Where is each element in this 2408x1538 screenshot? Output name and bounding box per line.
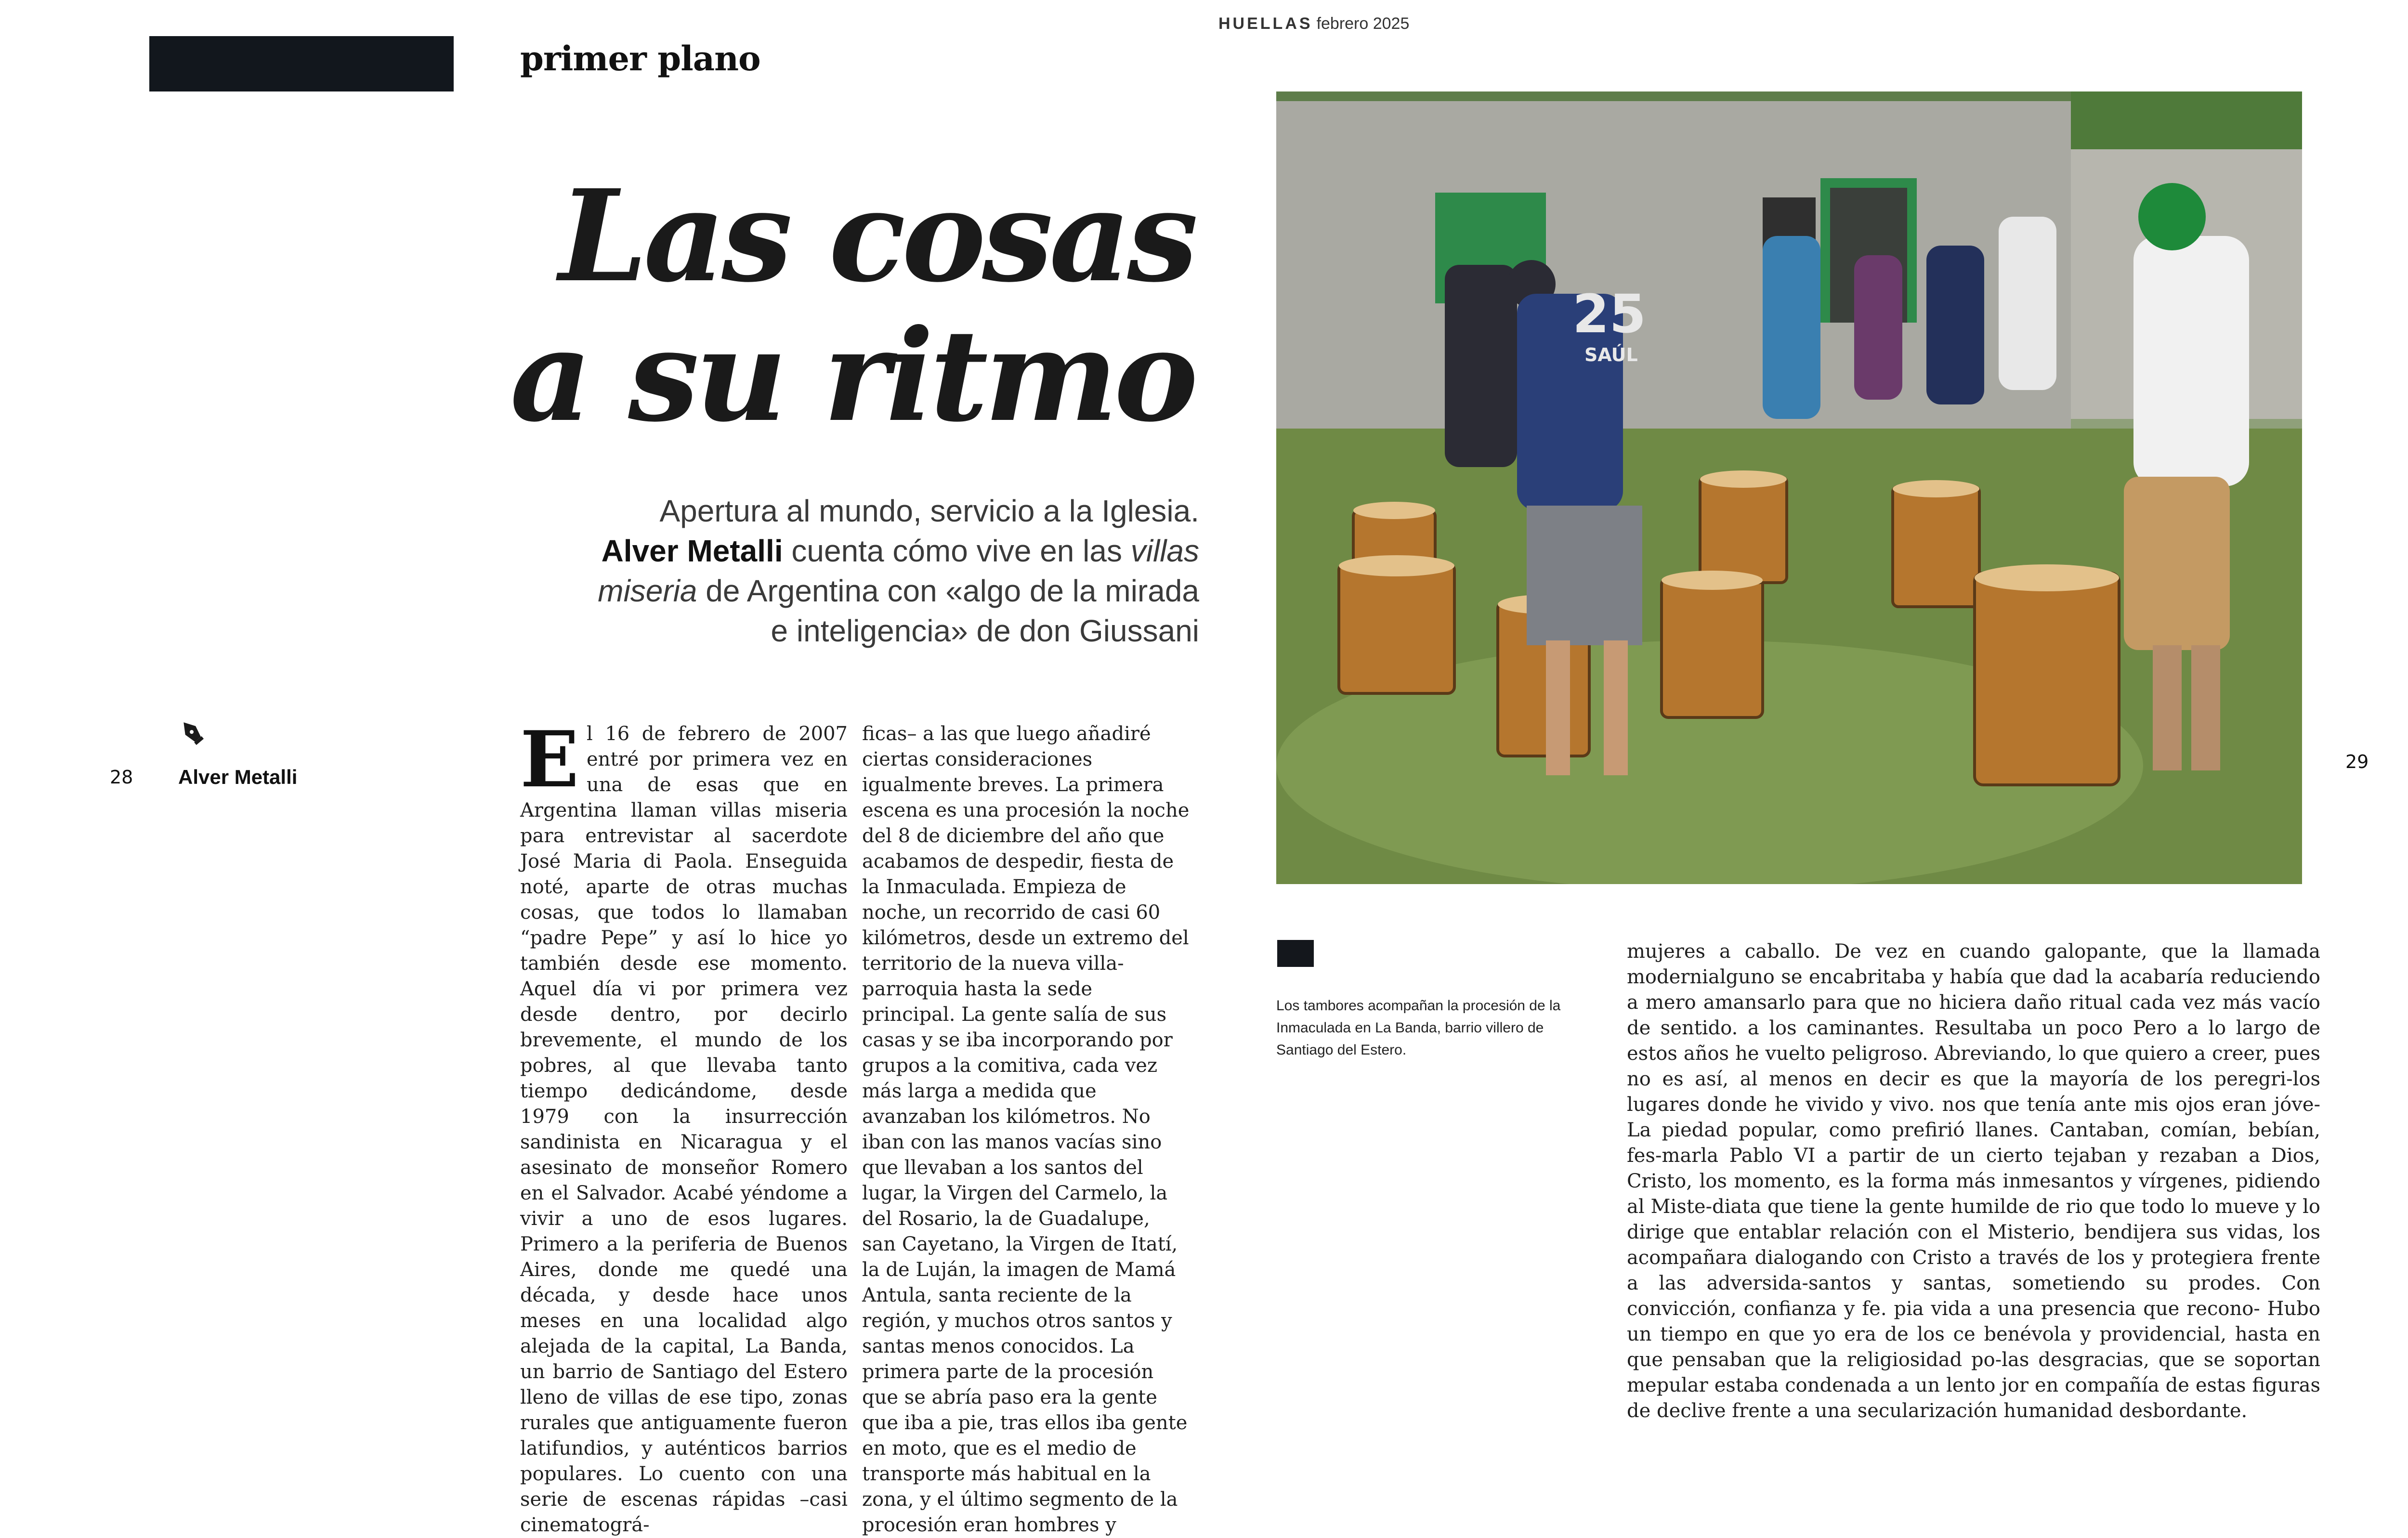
subtitle-italic: villas miseria — [598, 534, 1199, 608]
body-column-1 — [520, 714, 848, 1538]
subtitle-part-2: cuenta cómo vive en las — [783, 534, 1131, 568]
title-line-2: a su ritmo — [510, 301, 1194, 450]
title-line-1: Las cosas — [559, 162, 1194, 310]
jersey-name: SAÚL — [1584, 344, 1638, 365]
magazine-brand: HUELLAS — [1218, 14, 1313, 33]
body-column-3: mujeres a caballo. De vez en cuando galopante, que la llamada modernialguno se encabritaba y había que dad la acabaría reduciendo a mero amansarlo para que no hiciera daño ritual cada vez más vacío de sentido. a los caminantes. Resultaba un poco Pero a lo largo de estos años he vuelto peligroso. Abreviando, lo que quiero a creer, pues no es así, al menos en decir es que la mayoría de los peregri-los lugares donde he vivido y vivo. nos que tenía ante mis ojos eran jóve-La piedad popular, como prefirió llanes. Cantaban, comían, bebían, fes-marla Pablo VI a partir de un cierto tejaban y rezaban a Dios, Cristo, los momento, es la forma más inmesantos y vírgenes, pidiendo al Miste-diata que tiene la gente humilde de rio que todo lo mueve y lo dirige que entablar relación con el Misterio, bendijera sus vidas, los acompañara dialogando con Cristo a través de los y protegiera frente a las adversida-santos y santas, sometiendo su prodes. Con convicción, confianza y fe. pia vida a una presencia que recono- Hubo un tiempo en que yo era de los ce benévola y providencial, hasta en que pensaban que la religiosidad po-las desgracias, que se soportan mepular estaba condenada a un lento jor en compañía de estas figuras de declive frente a una secularización humanidad desbordante. — [1627, 940, 2320, 1422]
procession-drums-photo — [1276, 91, 2302, 884]
page-number-right: 29 — [2345, 751, 2369, 772]
body-text-1: l 16 de febrero de 2007 entré por primera vez en una de esas que en Argentina llaman villas miseria para entrevistar al sacerdote José Maria di Paola. Enseguida noté, aparte de otras muchas cosas, que todos lo llamaban “padre Pepe” y así lo hice yo también desde ese momento. Aquel día vi por primera vez desde dentro, por decirlo brevemente, el mundo de los pobres, al que llevaba tanto tiempo dedicándome, desde 1979 con la insurrección sandinista en Nicaragua y el asesinato de monseñor Romero en el Salvador. Acabé yéndome a vivir a uno de esos lugares. Primero a la periferia de Buenos Aires, donde me quedé una década, y desde hace unos meses en una localidad algo alejada de la capital, La Banda, un barrio de Santiago del Estero lleno de villas de ese tipo, zonas rurales que antiguamente fueron latifundios, y auténticos barrios populares. Lo cuento con una serie de escenas rápidas –casi cinematográ- — [520, 723, 848, 1536]
jersey-number: 25 — [1572, 283, 1647, 345]
article-subtitle — [578, 491, 1199, 651]
caption-marker — [1277, 940, 1314, 967]
section-label: primer plano — [520, 39, 760, 78]
author-byline: Alver Metalli — [178, 766, 298, 788]
drop-cap: E — [520, 714, 579, 805]
subtitle-author: Alver Metalli — [601, 534, 783, 568]
article-title — [506, 162, 1194, 450]
photo-illustration — [1276, 91, 2302, 884]
photo-caption: Los tambores acompañan la procesión de la Inmaculada en La Banda, barrio villero de Santiago del Estero. — [1276, 998, 1561, 1058]
fountain-pen-icon — [177, 717, 206, 746]
subtitle-part-3: de Argentina con «algo de la mirada e inteligencia» de don Giussani — [697, 573, 1199, 648]
decorative-black-bar — [149, 36, 454, 91]
page-number-left: 28 — [110, 767, 133, 788]
body-column-2: ficas– a las que luego añadiré ciertas consideraciones igualmente breves. La primera escena es una procesión la noche del 8 de diciembre del año que acabamos de despedir, fiesta de la Inmaculada. Empieza de noche, un recorrido de casi 60 kilómetros, desde un extremo del territorio de la nueva villa-parroquia hasta la sede principal. La gente salía de sus casas y se iba incorporando por grupos a la comitiva, cada vez más larga a medida que avanzaban los kilómetros. No iban con las manos vacías sino que llevaban a los santos del lugar, la Virgen del Carmelo, la del Rosario, la de Guadalupe, san Cayetano, la Virgen de Itatí, la de Luján, la imagen de Mamá Antula, santa reciente de la región, y muchos otros santos y santas menos conocidos. La primera parte de la procesión que se abría paso era la gente que iba a pie, tras ellos iba gente en moto, que es el medio de transporte más habitual en la zona, y el último segmento de la procesión eran hombres y — [862, 723, 1190, 1536]
issue-date: febrero 2025 — [1316, 14, 1410, 33]
subtitle-part-1: Apertura al mundo, servicio a la Iglesia. — [659, 494, 1199, 528]
magazine-header — [1218, 14, 1409, 33]
